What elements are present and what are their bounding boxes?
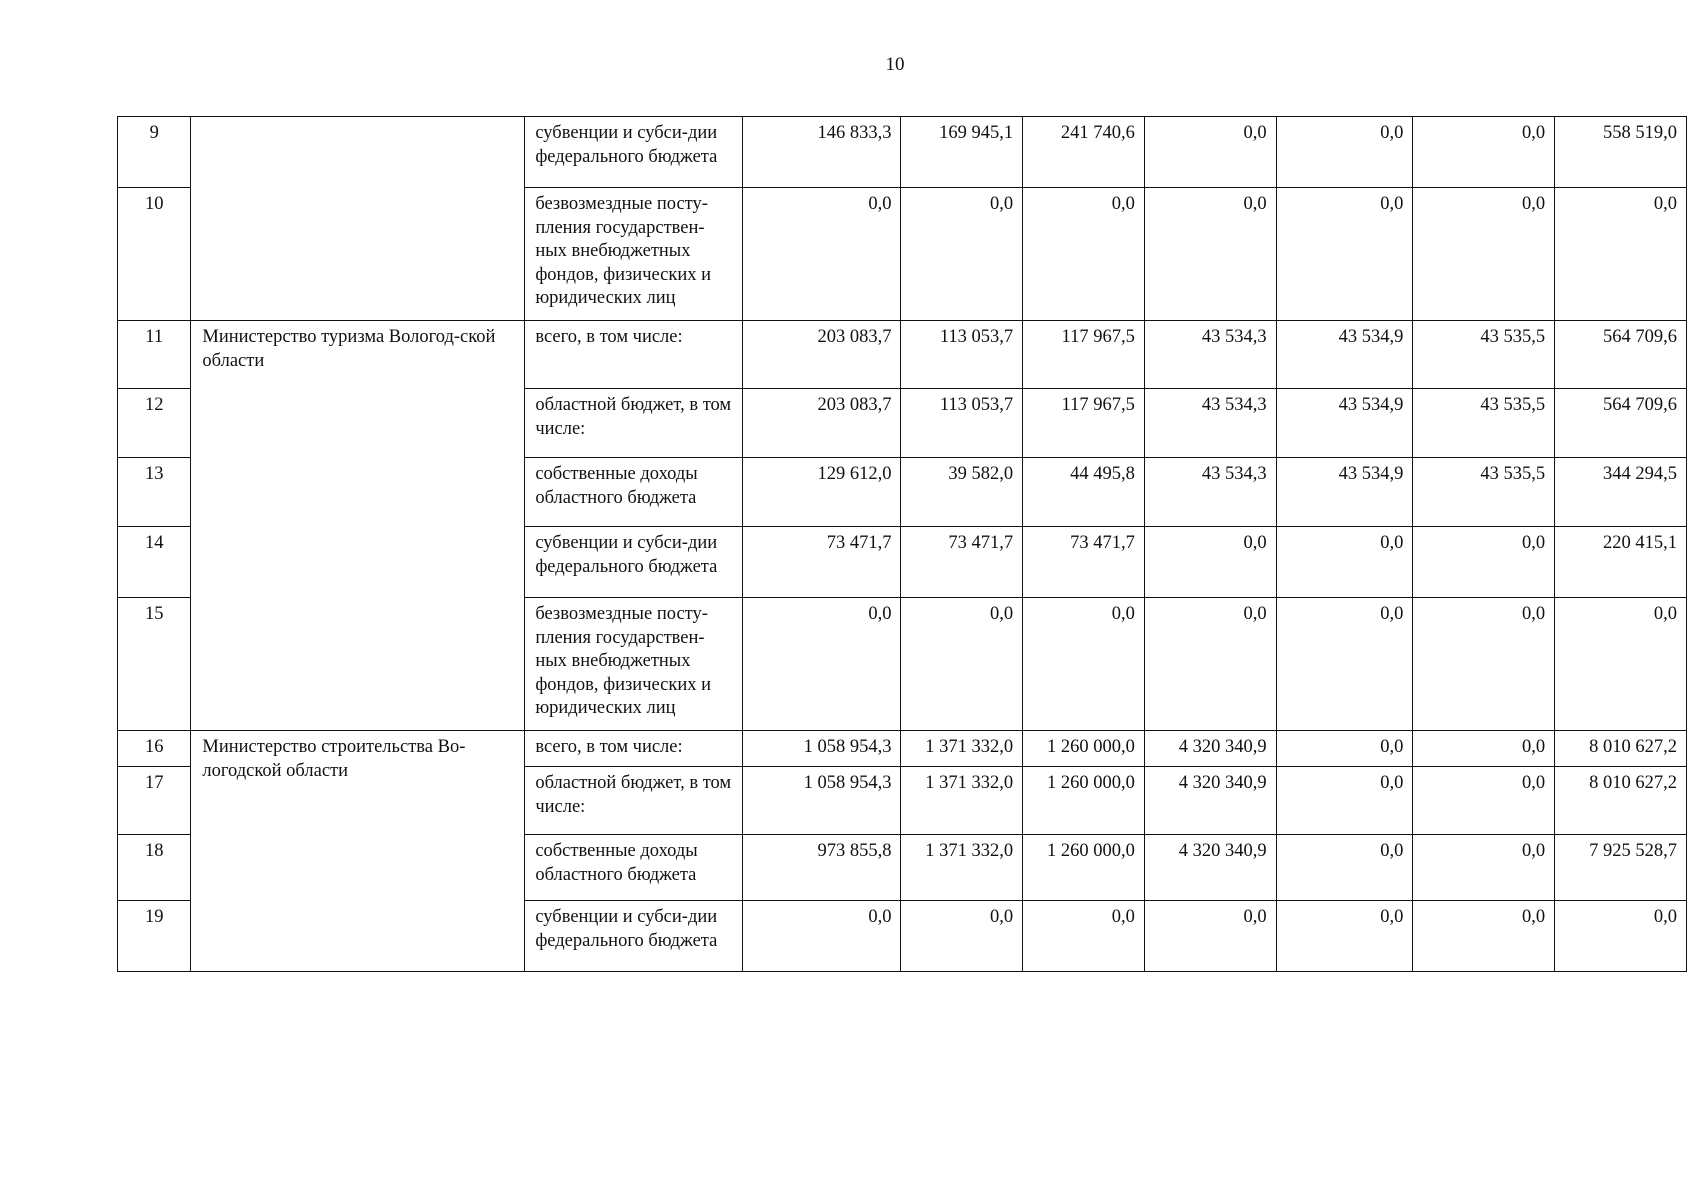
value-cell: 4 320 340,9 (1144, 835, 1276, 901)
row-number: 11 (118, 321, 191, 389)
value-cell: 1 371 332,0 (901, 767, 1023, 835)
value-cell: 1 371 332,0 (901, 731, 1023, 767)
row-number: 17 (118, 767, 191, 835)
organization-cell (191, 117, 525, 321)
funding-source: собственные доходы областного бюджета (525, 835, 742, 901)
value-cell: 43 535,5 (1413, 458, 1555, 527)
value-cell: 113 053,7 (901, 389, 1023, 458)
total-cell: 344 294,5 (1555, 458, 1687, 527)
value-cell: 0,0 (1276, 731, 1413, 767)
value-cell: 0,0 (1413, 188, 1555, 321)
value-cell: 129 612,0 (742, 458, 901, 527)
row-number: 13 (118, 458, 191, 527)
value-cell: 1 371 332,0 (901, 835, 1023, 901)
total-cell: 558 519,0 (1555, 117, 1687, 188)
value-cell: 0,0 (1276, 117, 1413, 188)
value-cell: 43 534,3 (1144, 458, 1276, 527)
total-cell: 220 415,1 (1555, 527, 1687, 598)
funding-source: всего, в том числе: (525, 321, 742, 389)
value-cell: 0,0 (1023, 598, 1145, 731)
value-cell: 0,0 (1144, 117, 1276, 188)
value-cell: 973 855,8 (742, 835, 901, 901)
value-cell: 0,0 (1023, 188, 1145, 321)
table-row (118, 321, 1687, 389)
value-cell: 73 471,7 (1023, 527, 1145, 598)
value-cell: 169 945,1 (901, 117, 1023, 188)
value-cell: 0,0 (901, 188, 1023, 321)
value-cell: 0,0 (1144, 901, 1276, 972)
budget-table (117, 116, 1687, 972)
value-cell: 0,0 (1413, 767, 1555, 835)
row-number: 9 (118, 117, 191, 188)
value-cell: 73 471,7 (901, 527, 1023, 598)
funding-source: областной бюджет, в том числе: (525, 389, 742, 458)
table-row (118, 731, 1687, 767)
total-cell: 7 925 528,7 (1555, 835, 1687, 901)
value-cell: 0,0 (1144, 527, 1276, 598)
funding-source: субвенции и субси-дии федерального бюджета (525, 901, 742, 972)
value-cell: 39 582,0 (901, 458, 1023, 527)
value-cell: 0,0 (742, 901, 901, 972)
table-row (118, 117, 1687, 188)
row-number: 12 (118, 389, 191, 458)
value-cell: 73 471,7 (742, 527, 901, 598)
value-cell: 0,0 (742, 598, 901, 731)
value-cell: 43 534,3 (1144, 389, 1276, 458)
value-cell: 146 833,3 (742, 117, 901, 188)
funding-source: субвенции и субси-дии федерального бюджета (525, 117, 742, 188)
funding-source: субвенции и субси-дии федерального бюджета (525, 527, 742, 598)
total-cell: 0,0 (1555, 188, 1687, 321)
row-number: 10 (118, 188, 191, 321)
value-cell: 0,0 (1276, 188, 1413, 321)
value-cell: 1 260 000,0 (1023, 767, 1145, 835)
value-cell: 44 495,8 (1023, 458, 1145, 527)
value-cell: 4 320 340,9 (1144, 731, 1276, 767)
value-cell: 0,0 (1276, 901, 1413, 972)
value-cell: 0,0 (1276, 598, 1413, 731)
value-cell: 0,0 (1413, 835, 1555, 901)
value-cell: 117 967,5 (1023, 389, 1145, 458)
value-cell: 43 534,9 (1276, 458, 1413, 527)
total-cell: 564 709,6 (1555, 389, 1687, 458)
value-cell: 0,0 (1413, 117, 1555, 188)
value-cell: 0,0 (1276, 767, 1413, 835)
row-number: 19 (118, 901, 191, 972)
value-cell: 241 740,6 (1023, 117, 1145, 188)
value-cell: 1 058 954,3 (742, 767, 901, 835)
value-cell: 117 967,5 (1023, 321, 1145, 389)
value-cell: 113 053,7 (901, 321, 1023, 389)
value-cell: 4 320 340,9 (1144, 767, 1276, 835)
value-cell: 0,0 (1144, 598, 1276, 731)
value-cell: 43 534,9 (1276, 321, 1413, 389)
funding-source: безвозмездные посту-пления государствен-ных внебюджетных фондов, физических и юридических лиц (525, 598, 742, 731)
value-cell: 43 535,5 (1413, 321, 1555, 389)
total-cell: 564 709,6 (1555, 321, 1687, 389)
value-cell: 203 083,7 (742, 389, 901, 458)
page-number: 10 (885, 54, 905, 75)
value-cell: 0,0 (1276, 835, 1413, 901)
total-cell: 8 010 627,2 (1555, 767, 1687, 835)
value-cell: 0,0 (1144, 188, 1276, 321)
value-cell: 0,0 (742, 188, 901, 321)
row-number: 18 (118, 835, 191, 901)
organization-cell: Министерство туризма Вологод-ской области (191, 321, 525, 731)
value-cell: 0,0 (901, 598, 1023, 731)
funding-source: областной бюджет, в том числе: (525, 767, 742, 835)
row-number: 16 (118, 731, 191, 767)
value-cell: 0,0 (901, 901, 1023, 972)
funding-source: собственные доходы областного бюджета (525, 458, 742, 527)
value-cell: 0,0 (1413, 901, 1555, 972)
funding-source: всего, в том числе: (525, 731, 742, 767)
row-number: 15 (118, 598, 191, 731)
total-cell: 0,0 (1555, 901, 1687, 972)
row-number: 14 (118, 527, 191, 598)
value-cell: 0,0 (1023, 901, 1145, 972)
organization-cell: Министерство строительства Во-логодской области (191, 731, 525, 972)
value-cell: 0,0 (1413, 731, 1555, 767)
value-cell: 43 534,3 (1144, 321, 1276, 389)
value-cell: 0,0 (1413, 527, 1555, 598)
total-cell: 8 010 627,2 (1555, 731, 1687, 767)
total-cell: 0,0 (1555, 598, 1687, 731)
value-cell: 0,0 (1413, 598, 1555, 731)
value-cell: 203 083,7 (742, 321, 901, 389)
value-cell: 43 534,9 (1276, 389, 1413, 458)
value-cell: 1 260 000,0 (1023, 835, 1145, 901)
value-cell: 0,0 (1276, 527, 1413, 598)
value-cell: 1 260 000,0 (1023, 731, 1145, 767)
value-cell: 43 535,5 (1413, 389, 1555, 458)
value-cell: 1 058 954,3 (742, 731, 901, 767)
funding-source: безвозмездные посту-пления государствен-ных внебюджетных фондов, физических и юридических лиц (525, 188, 742, 321)
